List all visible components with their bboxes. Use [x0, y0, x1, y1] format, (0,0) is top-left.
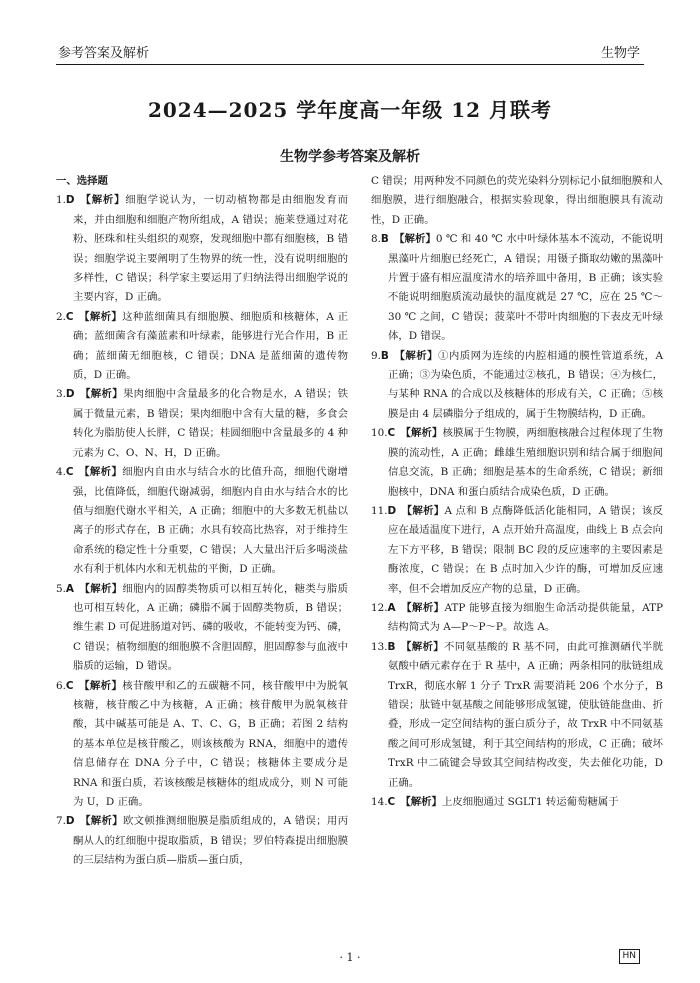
item-answer: C — [65, 679, 74, 692]
answer-item — [371, 347, 663, 425]
right-column — [371, 172, 663, 812]
item-answer: C — [387, 427, 396, 440]
item-number: 10. — [371, 427, 388, 440]
item-answer: B — [387, 640, 396, 653]
answer-item — [56, 677, 348, 813]
item-number: 6. — [56, 679, 66, 692]
answer-item — [371, 172, 663, 230]
item-answer: B — [380, 233, 389, 246]
item-tag: 【解析】 — [78, 466, 123, 479]
item-number: 11. — [371, 504, 388, 517]
item-answer: B — [380, 349, 389, 362]
item-tag: 【解析】 — [401, 504, 445, 517]
item-answer: D — [65, 388, 75, 401]
answer-item — [56, 385, 348, 463]
item-text: 不同氨基酸的 R 基不同，由此可推测硒代半胱氨酸中硒元素存在于 R 基中，A 正确；两条相同的肽链组成 TrxR，彻底水解 1 分子 TrxR 需要消耗 206 个水分子，B 错误；肽链中氨基酸之间能够形成氢键，使肽链能盘曲、折叠，形成一定空间结构的蛋白质分子，故 TrxR 中不同氨基酸之间可形成氢键，利于其空间结构的形成，C 正确；破坏 TrxR 中二硫键会导致其空间结构改变，失去催化功能，D 正确。 — [388, 640, 664, 789]
item-answer: D — [65, 815, 75, 828]
page-title: 2024—2025 学年度高一年级 12 月联考 — [147, 98, 553, 122]
section-heading: 一、选择题 — [56, 175, 108, 187]
item-text: 细胞内自由水与结合水的比值升高，细胞代谢增强，比值降低，细胞代谢减弱，细胞内自由水与结合水的比值与细胞代谢水平相关，A 正确；细胞中的大多数无机盐以离子的形式存在，B 正确；水具有较高比热容，对于维持生命系统的稳定性十分重要，C 错误；人大量出汗后多喝淡盐水有利于机体内水和无机盐的平衡，D 正确。 — [73, 466, 349, 576]
item-answer: C — [387, 796, 396, 808]
answer-item — [371, 502, 663, 599]
left-items — [56, 191, 348, 870]
item-text: 细胞内的固醇类物质可以相互转化，糖类与脂质也可相互转化，A 正确；磷脂不属于固醇类物质，B 错误；维生素 D 可促进肠道对钙、磷的吸收，不能转变为钙、磷，C 错误；植物细胞的细胞膜不含胆固醇，胆固醇参与血液中脂质的运输，D 错误。 — [73, 582, 348, 673]
answer-item — [371, 230, 663, 346]
item-answer: C — [65, 310, 74, 323]
item-answer: A — [387, 601, 396, 614]
item-text: 核膜属于生物膜，两细胞核融合过程体现了生物膜的流动性，A 正确；雌雄生殖细胞识别和结合属于细胞间信息交流，B 正确；细胞是基本的生命系统，C 错误；新细胞核中，DNA 和蛋白质结合成染色质，D 正确。 — [388, 427, 664, 498]
item-number: 5. — [56, 582, 66, 595]
item-number: 2. — [56, 310, 66, 323]
page-number: · 1 · — [339, 951, 361, 964]
answer-item — [371, 793, 663, 812]
item-text: 果肉细胞中含量最多的化合物是水，A 错误；铁属于微量元素，B 错误；果肉细胞中含有大量的糖，多食会转化为脂肪使人长胖，C 错误；桂圆细胞中含量最多的 4 种元素为 C、O、N、H，D 正确。 — [73, 388, 348, 459]
item-tag: 【解析】 — [79, 388, 123, 401]
item-tag: 【解析】 — [400, 427, 443, 440]
item-tag: 【解析】 — [400, 601, 445, 614]
item-number: 12. — [371, 601, 388, 614]
page-subtitle: 生物学参考答案及解析 — [280, 149, 420, 165]
item-number: 14. — [371, 796, 388, 808]
item-tag: 【解析】 — [79, 582, 123, 595]
item-number: 7. — [56, 815, 66, 828]
item-text: 0 ℃ 和 40 ℃ 水中叶绿体基本不流动，不能说明黑藻叶片细胞已经死亡，A 错误；用镊子撕取幼嫩的黑藻叶片置于盛有相应温度清水的培养皿中备用，B 正确；该实验不能说明细胞质流动最快的温度就是 27 ℃，应在 25 ℃～30 ℃ 之间，C 错误；菠菜叶不带叶肉细胞的下表皮无叶绿体，D 错误。 — [388, 233, 664, 343]
item-number: 9. — [371, 349, 381, 362]
item-answer: D — [65, 194, 75, 207]
header-left: 参考答案及解析 — [58, 46, 150, 61]
answer-item — [56, 580, 348, 677]
item-tag: 【解析】 — [400, 640, 445, 653]
header-divider — [56, 64, 644, 65]
item-answer: D — [387, 504, 397, 517]
item-number: 3. — [56, 388, 66, 401]
item-number: 1. — [56, 194, 66, 207]
item-text: 细胞学说认为，一切动植物都是由细胞发育而来，并由细胞和细胞产物所组成，A 错误；施莱登通过对花粉、胚珠和柱头组织的观察，发现细胞中都有细胞核，B 错误；细胞学说主要阐明了生物界的统一性，没有说明细胞的多样性，C 错误；科学家主要运用了归纳法得出细胞学说的主要内容，D 正确。 — [73, 194, 349, 304]
item-text: 核苷酸甲和乙的五碳糖不同，核苷酸甲中为脱氧核糖，核苷酸乙中为核糖，A 正确；核苷酸甲为脱氧核苷酸，其中碱基可能是 A、T、C、G，B 正确；若图 2 结构的基本单位是核苷酸乙，则该核酸为 RNA，细胞中的遗传信息储存在 DNA 分子中，C 错误；核糖体主要成分是 RNA 和蛋白质，若该核酸是核糖体的组成成分，则 N 可能为 U，D 正确。 — [73, 679, 349, 808]
answer-item — [56, 812, 348, 870]
item-tag: 【解析】 — [79, 815, 123, 828]
answer-item — [56, 191, 348, 307]
right-items — [371, 172, 663, 812]
answer-item — [56, 463, 348, 579]
left-column — [56, 172, 348, 871]
item-answer: A — [65, 582, 74, 595]
item-answer: C — [65, 466, 74, 479]
answer-item — [371, 424, 663, 502]
answer-item — [56, 308, 348, 386]
item-number: 8. — [371, 233, 381, 246]
item-tag: 【解析】 — [78, 679, 123, 692]
item-text: C 错误；用两种发不同颜色的荧光染料分别标记小鼠细胞膜和人细胞膜，进行细胞融合，根据实验现象，得出细胞膜具有流动性，D 正确。 — [371, 175, 663, 226]
item-tag: 【解析】 — [394, 233, 436, 246]
item-tag: 【解析】 — [78, 310, 123, 323]
item-tag: 【解析】 — [400, 796, 442, 808]
header-right: 生物学 — [600, 46, 640, 61]
item-number: 4. — [56, 466, 66, 479]
item-text: ATP 能够直接为细胞生命活动提供能量，ATP 结构简式为 A—P～P～P。故选 A。 — [388, 601, 664, 634]
region-code-badge: HN — [619, 949, 641, 964]
item-text: A 点和 B 点酶降低活化能相同，A 错误；该反应在最适温度下进行，A 点开始升高温度，曲线上 B 点会向左下方平移，B 错误；限制 BC 段的反应速率的主要因素是酶浓度，C 错误；在 B 点时加入少许的酶，可增加反应速率，但不会增加反应产物的总量，D 正确。 — [388, 504, 663, 595]
item-text: 这种蓝细菌具有细胞膜、细胞质和核糖体，A 正确；蓝细菌含有藻蓝素和叶绿素，能够进行光合作用，B 正确；蓝细菌无细胞核，C 错误；DNA 是蓝细菌的遗传物质，D 正确。 — [73, 310, 348, 382]
item-tag: 【解析】 — [79, 194, 126, 207]
item-text: 欧文顿推测细胞膜是脂质组成的，A 错误；用丙酮从人的红细胞中提取脂质，B 错误；罗伯特森提出细胞膜的三层结构为蛋白质—脂质—蛋白质， — [73, 815, 348, 867]
answer-item — [371, 638, 663, 793]
item-number: 13. — [371, 640, 388, 653]
item-text: 上皮细胞通过 SGLT1 转运葡萄糖属于 — [441, 796, 619, 808]
answer-item — [371, 599, 663, 638]
item-tag: 【解析】 — [394, 349, 439, 362]
item-text: ①内质网为连续的内腔相通的膜性管道系统，A 正确；③为染色质，不能通过②核孔，B 错误；④为核仁，与某种 RNA 的合成以及核糖体的形成有关，C 正确；⑤核膜是由 4 层磷脂分子组成的，属于生物膜结构，D 正确。 — [388, 349, 663, 420]
